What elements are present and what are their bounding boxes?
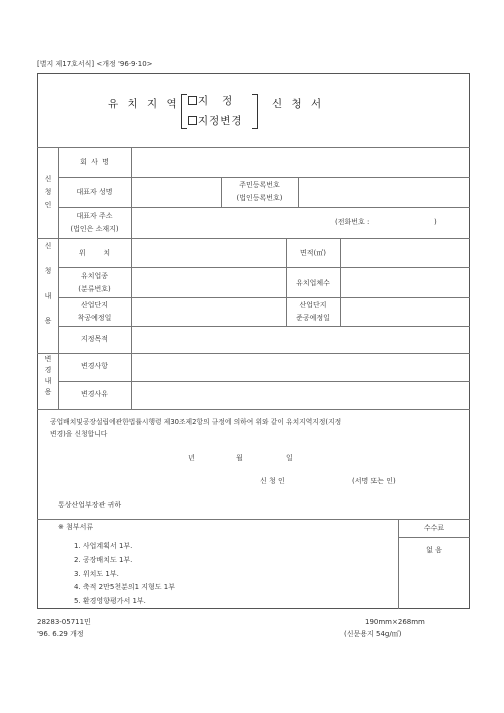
phone-close: ) — [434, 218, 437, 226]
date-day-label: 일 — [286, 454, 293, 462]
company-name-label: 회 사 명 — [80, 158, 109, 166]
attachment-item: 5. 환경영향평가서 1부. — [74, 597, 146, 605]
addressee: 통상산업부장관 귀하 — [58, 501, 122, 509]
date-year-label: 년 — [188, 454, 195, 462]
industry-field[interactable] — [133, 269, 284, 296]
divider-change — [37, 409, 470, 410]
industry-sublabel: (분류번호) — [78, 285, 111, 293]
rep-name-label: 대표자 성명 — [76, 188, 113, 196]
phone-label: (전화번호 : — [335, 218, 370, 226]
title-bracket-left — [181, 94, 187, 129]
statement-line-2: 변경)을 신청합니다 — [50, 430, 108, 438]
attachment-item: 3. 위치도 1부. — [74, 570, 119, 578]
signature-note: (서명 또는 인) — [352, 477, 396, 485]
divider-application — [37, 353, 470, 354]
divider-fee — [398, 537, 470, 538]
location-label: 위 치 — [78, 249, 111, 257]
divider-rep-name — [58, 207, 470, 208]
divider-location — [58, 267, 470, 268]
date-month-label: 월 — [236, 454, 243, 462]
company-name-field[interactable] — [133, 149, 468, 176]
checkbox-change[interactable] — [188, 116, 197, 125]
title-option-change — [188, 116, 243, 127]
rep-address-sublabel: (법인은 소재지) — [70, 225, 119, 233]
area-label: 면적(㎡) — [300, 249, 326, 257]
form-reference: [별지 제17호서식] <개정 '96·9·10> — [37, 60, 153, 68]
divider-mid-right — [298, 177, 299, 207]
change-reason-field[interactable] — [133, 383, 468, 408]
statement-line-1: 공업배치및공장설립에관한법률시행령 제30조제2항의 규정에 의하여 위와 같이 유치지역지정(지정 — [50, 418, 342, 426]
divider-dates — [58, 326, 470, 327]
paper-type: (신문용지 54g/㎡) — [344, 630, 402, 638]
fee-value: 없 음 — [426, 546, 442, 554]
checkbox-designation[interactable] — [188, 96, 197, 105]
start-date-sublabel: 착공예정일 — [77, 314, 112, 322]
rep-address-label: 대표자 주소 — [76, 212, 113, 220]
purpose-label: 지정목적 — [80, 335, 109, 343]
corp-id-number-label: (법인등록번호) — [236, 194, 283, 202]
title-left: 유 치 지 역 — [108, 98, 180, 110]
rep-address-field[interactable] — [133, 209, 333, 237]
rep-name-field[interactable] — [133, 179, 219, 206]
id-number-field[interactable] — [300, 179, 468, 206]
end-date-field[interactable] — [342, 299, 468, 325]
divider-mid-right-2 — [340, 238, 341, 326]
attachment-item: 1. 사업계획서 1부. — [74, 542, 133, 550]
attachment-item: 2. 공장배치도 1부. — [74, 556, 133, 564]
id-number-label: 주민등록번호 — [239, 181, 280, 189]
title-bracket-right — [252, 94, 258, 129]
end-date-label: 산업단지 — [299, 301, 327, 309]
revision-date: '96. 6.29 개정 — [37, 630, 84, 638]
option-change-label: 지정변경 — [198, 115, 243, 127]
industry-label: 유치업종 — [80, 272, 109, 280]
divider-fee-column — [398, 519, 399, 609]
start-date-field[interactable] — [133, 299, 284, 325]
paper-size: 190mm×268mm — [365, 618, 425, 626]
applicant-signature-label: 신 청 인 — [260, 477, 285, 485]
divider-industry — [58, 297, 470, 298]
change-group-label: 변 경 내 용 — [44, 355, 52, 396]
applicant-group-label: 신 청 인 — [44, 175, 52, 209]
application-group-label: 신 청 내 용 — [44, 242, 52, 325]
change-items-field[interactable] — [133, 355, 468, 380]
divider-applicant — [37, 238, 470, 239]
divider-company — [58, 177, 470, 178]
area-field[interactable] — [342, 240, 468, 266]
attachments-heading: ※ 첨부서류 — [58, 523, 94, 531]
company-count-label: 유치업체수 — [296, 279, 330, 287]
start-date-label: 산업단지 — [80, 301, 109, 309]
location-field[interactable] — [133, 240, 284, 266]
divider-label-column — [131, 147, 132, 409]
end-date-sublabel: 준공예정일 — [296, 314, 330, 322]
title-option-designation — [188, 96, 233, 107]
purpose-field[interactable] — [133, 328, 468, 352]
change-items-label: 변경사항 — [80, 362, 109, 370]
divider-title — [37, 147, 470, 148]
option-designation-label: 지 정 — [198, 95, 234, 107]
fee-label: 수수료 — [423, 524, 445, 532]
divider-statement — [37, 519, 470, 520]
company-count-field[interactable] — [342, 269, 468, 296]
form-code: 28283-05711민 — [37, 618, 91, 626]
divider-change-items — [58, 381, 470, 382]
title-right: 신 청 서 — [272, 98, 325, 110]
change-reason-label: 변경사유 — [80, 390, 109, 398]
attachment-item: 4. 축적 2만5천분의1 지형도 1부 — [74, 583, 176, 591]
